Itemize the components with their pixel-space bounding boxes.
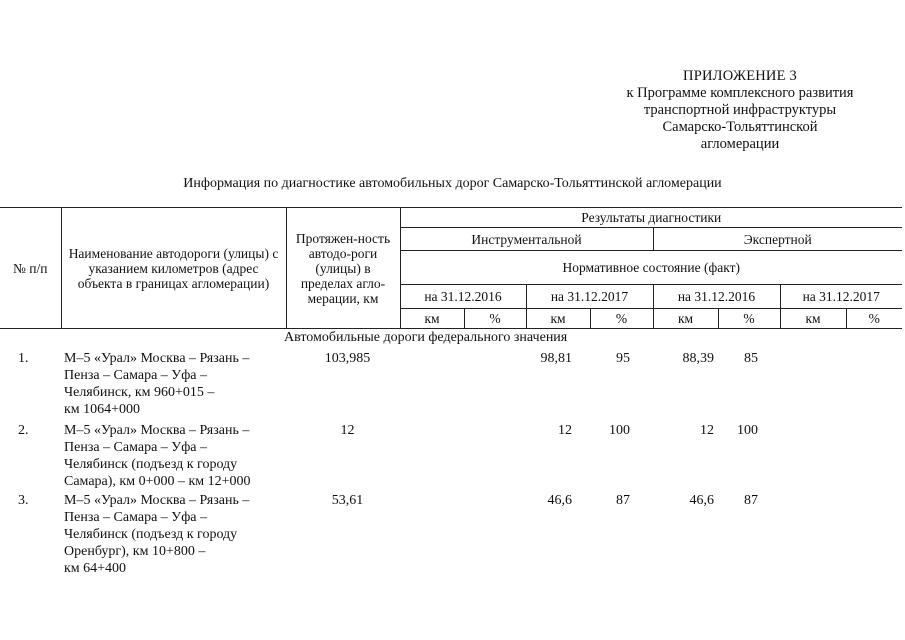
road-name-line: Челябинск (подъезд к городу <box>64 457 238 472</box>
road-name-line: Челябинск, км 960+015 – <box>64 385 215 400</box>
instrumental-2017-km: 46,6 <box>547 493 572 508</box>
instrumental-2017-percent: 100 <box>609 423 630 438</box>
header-date: на 31.12.2017 <box>780 285 902 309</box>
expert-2016-percent: 87 <box>744 493 758 508</box>
section-title: Автомобильные дороги федерального значения <box>284 330 568 345</box>
table-header <box>0 207 902 329</box>
header-unit: км <box>526 309 590 329</box>
appendix-line: к Программе комплексного развития <box>626 85 854 101</box>
road-name-line: Самара), км 0+000 – км 12+000 <box>64 474 251 489</box>
road-name-line: М–5 «Урал» Москва – Рязань – <box>64 423 250 438</box>
expert-2016-km: 46,6 <box>689 493 714 508</box>
header-results: Результаты диагностики <box>400 208 902 228</box>
appendix-title: ПРИЛОЖЕНИЕ 3 <box>683 68 797 84</box>
road-name-line: Оренбург), км 10+800 – <box>64 544 206 559</box>
instrumental-2017-km: 98,81 <box>540 351 572 366</box>
road-name-line: км 1064+000 <box>64 402 141 417</box>
header-instrumental: Инструментальной <box>400 228 653 251</box>
road-name <box>64 492 292 577</box>
document-title: Информация по диагностике автомобильных дорог Самарско-Тольяттинской агломерации <box>183 176 722 191</box>
road-name-line: Пенза – Самара – Уфа – <box>64 510 208 525</box>
expert-2016-percent: 100 <box>737 423 758 438</box>
appendix-line: Самарско-Тольяттинской <box>662 119 818 135</box>
road-name-line: км 64+400 <box>64 561 127 576</box>
road-name <box>64 350 292 418</box>
table-row <box>0 492 905 582</box>
table-body <box>0 350 905 582</box>
header-num: № п/п <box>0 208 61 329</box>
header-date: на 31.12.2016 <box>400 285 526 309</box>
expert-2016-percent: 85 <box>744 351 758 366</box>
row-number: 3. <box>18 493 29 508</box>
header-date: на 31.12.2016 <box>653 285 780 309</box>
header-unit: % <box>846 309 902 329</box>
road-name-line: М–5 «Урал» Москва – Рязань – <box>64 493 250 508</box>
road-name-line: Пенза – Самара – Уфа – <box>64 440 208 455</box>
header-expert: Экспертной <box>653 228 902 251</box>
road-name <box>64 422 292 490</box>
road-name-line: Челябинск (подъезд к городу <box>64 527 238 542</box>
appendix-heading <box>560 68 905 153</box>
road-name-line: М–5 «Урал» Москва – Рязань – <box>64 351 250 366</box>
road-length: 12 <box>340 423 355 438</box>
header-name: Наименование автодороги (улицы) с указанием километров (адрес объекта в границах агломерации) <box>61 208 286 329</box>
road-length: 53,61 <box>331 493 364 508</box>
appendix-line: агломерации <box>700 136 780 152</box>
header-unit: км <box>653 309 718 329</box>
header-unit: % <box>590 309 653 329</box>
header-unit: км <box>400 309 464 329</box>
header-normative: Нормативное состояние (факт) <box>400 251 902 285</box>
table-row <box>0 422 905 492</box>
header-length: Протяжен-ность автодо-роги (улицы) в пределах агло-мерации, км <box>286 208 400 329</box>
header-unit: км <box>780 309 846 329</box>
instrumental-2017-km: 12 <box>558 423 572 438</box>
header-unit: % <box>718 309 780 329</box>
expert-2016-km: 12 <box>700 423 714 438</box>
road-name-line: Пенза – Самара – Уфа – <box>64 368 208 383</box>
appendix-line: транспортной инфраструктуры <box>643 102 837 118</box>
table-row <box>0 350 905 422</box>
instrumental-2017-percent: 87 <box>616 493 630 508</box>
header-unit: % <box>464 309 526 329</box>
row-number: 1. <box>18 351 29 366</box>
row-number: 2. <box>18 423 29 438</box>
instrumental-2017-percent: 95 <box>616 351 630 366</box>
expert-2016-km: 88,39 <box>682 351 714 366</box>
road-length: 103,985 <box>324 351 371 366</box>
header-date: на 31.12.2017 <box>526 285 653 309</box>
